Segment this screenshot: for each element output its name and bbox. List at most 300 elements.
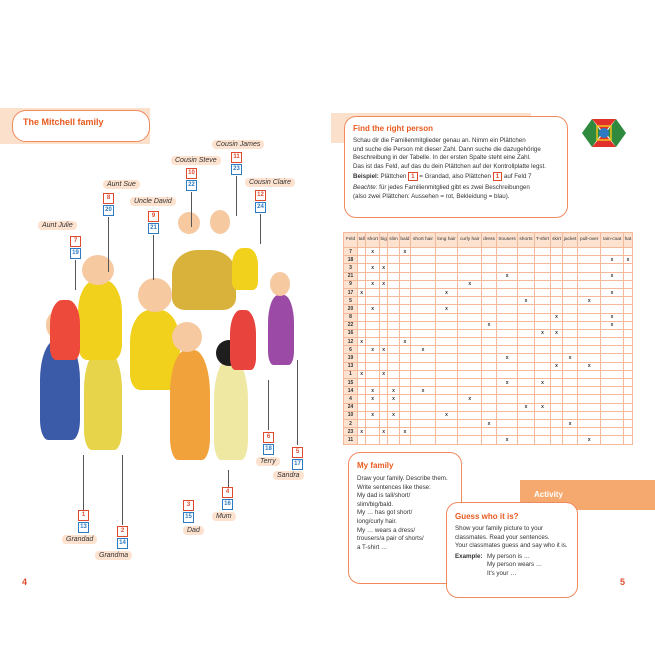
table-cell xyxy=(601,280,624,288)
table-cell xyxy=(518,329,534,337)
guess-line-1: Show your family picture to your xyxy=(455,525,544,532)
table-cell xyxy=(379,248,388,256)
blue-mark: x xyxy=(601,272,624,280)
feld-cell: 18 xyxy=(344,256,358,264)
guess-title: Guess who it is? xyxy=(455,512,519,521)
table-cell xyxy=(518,419,534,427)
table-cell xyxy=(435,346,458,354)
puzzle-logo-icon xyxy=(580,116,628,150)
table-cell xyxy=(518,272,534,280)
table-cell xyxy=(411,264,435,272)
table-row xyxy=(344,411,633,419)
table-cell xyxy=(379,387,388,395)
table-cell xyxy=(379,411,388,419)
table-header-11: shorts xyxy=(518,233,534,248)
table-cell xyxy=(399,346,411,354)
table-cell xyxy=(482,387,497,395)
table-cell xyxy=(435,297,458,305)
feld-cell: 19 xyxy=(344,354,358,362)
table-cell xyxy=(496,248,517,256)
table-cell xyxy=(518,338,534,346)
table-cell xyxy=(623,248,632,256)
table-cell xyxy=(358,411,366,419)
table-cell xyxy=(366,272,380,280)
table-cell xyxy=(458,403,482,411)
red-mark: x xyxy=(366,387,380,395)
table-header-1: tall xyxy=(358,233,366,248)
table-row xyxy=(344,248,633,256)
table-cell xyxy=(366,354,380,362)
table-cell xyxy=(388,428,399,436)
table-cell xyxy=(388,297,399,305)
table-cell xyxy=(399,305,411,313)
table-cell xyxy=(551,321,562,329)
table-cell xyxy=(601,329,624,337)
table-cell xyxy=(623,264,632,272)
table-header-8: curly hair xyxy=(458,233,482,248)
feld-cell: 1 xyxy=(344,370,358,378)
table-cell xyxy=(366,313,380,321)
table-cell xyxy=(399,395,411,403)
table-cell xyxy=(435,403,458,411)
table-cell xyxy=(388,354,399,362)
table-cell xyxy=(534,346,551,354)
table-cell xyxy=(482,395,497,403)
table-cell xyxy=(534,362,551,370)
red-mark: x xyxy=(399,248,411,256)
table-cell xyxy=(601,436,624,444)
feld-cell: 5 xyxy=(344,297,358,305)
table-cell xyxy=(551,346,562,354)
label-aunt-sue: Aunt Sue xyxy=(103,180,140,189)
table-cell xyxy=(482,313,497,321)
blue-mark: x xyxy=(534,329,551,337)
table-cell xyxy=(623,272,632,280)
red-mark: x xyxy=(435,305,458,313)
table-cell xyxy=(399,329,411,337)
table-row xyxy=(344,354,633,362)
table-cell xyxy=(435,419,458,427)
table-cell xyxy=(379,338,388,346)
table-cell xyxy=(562,428,578,436)
table-cell xyxy=(358,305,366,313)
table-cell xyxy=(399,419,411,427)
table-cell xyxy=(388,436,399,444)
label-dad-red: 3 xyxy=(183,500,194,511)
table-cell xyxy=(435,248,458,256)
red-mark: x xyxy=(388,387,399,395)
table-cell xyxy=(379,297,388,305)
table-cell xyxy=(411,338,435,346)
table-cell xyxy=(458,370,482,378)
table-cell xyxy=(578,272,601,280)
table-cell xyxy=(399,403,411,411)
table-cell xyxy=(551,354,562,362)
guess-example-1: My person is … xyxy=(487,552,530,560)
table-cell xyxy=(482,297,497,305)
find-line-3: Beschreibung in der Tabelle. In der ersten Spalte steht eine Zahl. xyxy=(353,154,531,162)
table-cell xyxy=(623,321,632,329)
table-cell xyxy=(458,338,482,346)
table-cell xyxy=(399,379,411,387)
table-cell xyxy=(562,411,578,419)
table-cell xyxy=(388,248,399,256)
table-cell xyxy=(379,362,388,370)
table-cell xyxy=(623,313,632,321)
label-uncle-david-red: 9 xyxy=(148,211,159,222)
table-cell xyxy=(518,379,534,387)
table-cell xyxy=(623,411,632,419)
table-cell xyxy=(399,264,411,272)
table-cell xyxy=(623,395,632,403)
guess-example-2: My person wears … xyxy=(487,561,543,569)
table-row xyxy=(344,370,633,378)
blue-mark: x xyxy=(496,272,517,280)
table-cell xyxy=(388,346,399,354)
table-cell xyxy=(358,419,366,427)
table-cell xyxy=(388,403,399,411)
table-cell xyxy=(578,428,601,436)
label-terry-red: 6 xyxy=(263,432,274,443)
table-cell xyxy=(358,321,366,329)
table-cell xyxy=(496,305,517,313)
label-uncle-david: Uncle David xyxy=(130,197,176,206)
table-header-7: long hair xyxy=(435,233,458,248)
table-cell xyxy=(458,411,482,419)
table-cell xyxy=(551,272,562,280)
table-cell xyxy=(458,321,482,329)
label-aunt-julie: Aunt Julie xyxy=(38,221,77,230)
table-cell xyxy=(578,346,601,354)
table-row xyxy=(344,338,633,346)
table-cell xyxy=(411,379,435,387)
label-grandma-blue: 14 xyxy=(117,538,128,549)
page-number-left: 4 xyxy=(22,577,28,587)
table-cell xyxy=(578,305,601,313)
family-line-2: Write sentences like these: xyxy=(357,483,431,491)
example-num-1: 1 xyxy=(408,172,417,181)
table-cell xyxy=(435,264,458,272)
table-cell xyxy=(458,288,482,296)
red-mark: x xyxy=(366,346,380,354)
table-header-12: T-shirt xyxy=(534,233,551,248)
table-cell xyxy=(358,280,366,288)
label-grandma-red: 2 xyxy=(117,526,128,537)
blue-mark: x xyxy=(623,256,632,264)
table-row xyxy=(344,305,633,313)
table-cell xyxy=(562,256,578,264)
table-cell xyxy=(601,379,624,387)
table-cell xyxy=(458,346,482,354)
table-cell xyxy=(435,395,458,403)
table-cell xyxy=(388,370,399,378)
table-cell xyxy=(578,403,601,411)
feld-cell: 9 xyxy=(344,280,358,288)
label-cousin-steve: Cousin Steve xyxy=(171,156,221,165)
table-cell xyxy=(562,379,578,387)
blue-mark: x xyxy=(482,321,497,329)
table-cell xyxy=(399,297,411,305)
table-row xyxy=(344,346,633,354)
table-cell xyxy=(562,387,578,395)
table-cell xyxy=(601,305,624,313)
table-cell xyxy=(358,436,366,444)
table-cell xyxy=(399,256,411,264)
page-title-box xyxy=(12,110,150,142)
table-cell xyxy=(518,313,534,321)
table-header-4: slim xyxy=(388,233,399,248)
table-cell xyxy=(623,338,632,346)
table-cell xyxy=(534,264,551,272)
table-cell xyxy=(411,297,435,305)
feld-cell: 8 xyxy=(344,313,358,321)
table-cell xyxy=(411,395,435,403)
red-mark: x xyxy=(379,346,388,354)
table-cell xyxy=(366,256,380,264)
table-header-17: hat xyxy=(623,233,632,248)
table-cell xyxy=(623,297,632,305)
table-cell xyxy=(388,256,399,264)
table-cell xyxy=(458,419,482,427)
table-cell xyxy=(458,272,482,280)
table-cell xyxy=(388,305,399,313)
table-header-9: dress xyxy=(482,233,497,248)
table-row xyxy=(344,256,633,264)
table-cell xyxy=(411,321,435,329)
label-cousin-james-red: 11 xyxy=(231,152,242,163)
table-cell xyxy=(562,362,578,370)
table-cell xyxy=(551,379,562,387)
blue-mark: x xyxy=(482,419,497,427)
table-cell xyxy=(388,419,399,427)
table-cell xyxy=(379,272,388,280)
table-cell xyxy=(534,305,551,313)
table-cell xyxy=(534,272,551,280)
table-cell xyxy=(411,354,435,362)
table-cell xyxy=(411,272,435,280)
table-cell xyxy=(562,338,578,346)
table-cell xyxy=(496,362,517,370)
table-cell xyxy=(388,288,399,296)
blue-mark: x xyxy=(496,379,517,387)
family-line-3: My dad is tall/short/ xyxy=(357,492,411,500)
family-line-6: long/curly hair. xyxy=(357,517,397,525)
label-cousin-steve-blue: 22 xyxy=(186,180,197,191)
table-cell xyxy=(578,338,601,346)
table-cell xyxy=(518,305,534,313)
table-cell xyxy=(399,280,411,288)
table-cell xyxy=(379,256,388,264)
table-cell xyxy=(623,354,632,362)
table-row xyxy=(344,264,633,272)
table-cell xyxy=(562,248,578,256)
find-title: Find the right person xyxy=(353,124,433,133)
guess-example-3: It's your … xyxy=(487,569,517,577)
table-cell xyxy=(534,395,551,403)
table-cell xyxy=(518,387,534,395)
table-row xyxy=(344,313,633,321)
family-line-1: Draw your family. Describe them. xyxy=(357,475,448,482)
table-cell xyxy=(379,305,388,313)
table-cell xyxy=(366,362,380,370)
table-cell xyxy=(379,403,388,411)
table-cell xyxy=(601,362,624,370)
table-cell xyxy=(482,256,497,264)
table-cell xyxy=(578,379,601,387)
red-mark: x xyxy=(358,288,366,296)
red-mark: x xyxy=(366,305,380,313)
find-line-1: Schau dir die Familienmitglieder genau an. Nimm ein Plättchen xyxy=(353,137,526,144)
table-cell xyxy=(578,370,601,378)
table-header-15: pull-over xyxy=(578,233,601,248)
label-aunt-sue-red: 8 xyxy=(103,193,114,204)
table-cell xyxy=(358,264,366,272)
feld-cell: 2 xyxy=(344,419,358,427)
table-cell xyxy=(458,256,482,264)
table-cell xyxy=(551,403,562,411)
table-cell xyxy=(518,411,534,419)
table-cell xyxy=(388,362,399,370)
table-cell xyxy=(534,248,551,256)
table-cell xyxy=(623,428,632,436)
table-cell xyxy=(623,280,632,288)
table-cell xyxy=(366,288,380,296)
table-cell xyxy=(496,288,517,296)
table-cell xyxy=(562,346,578,354)
table-cell xyxy=(458,387,482,395)
table-row xyxy=(344,297,633,305)
table-header-5: bald xyxy=(399,233,411,248)
table-cell xyxy=(366,428,380,436)
table-cell xyxy=(458,248,482,256)
page-number-right: 5 xyxy=(620,577,626,587)
feld-cell: 15 xyxy=(344,379,358,387)
table-cell xyxy=(411,436,435,444)
table-cell xyxy=(411,370,435,378)
family-box xyxy=(348,452,462,584)
table-cell xyxy=(388,321,399,329)
table-cell xyxy=(458,354,482,362)
red-mark: x xyxy=(366,264,380,272)
family-line-7: My … wears a dress/ xyxy=(357,526,416,534)
table-cell xyxy=(411,411,435,419)
table-cell xyxy=(482,305,497,313)
table-cell xyxy=(534,354,551,362)
table-cell xyxy=(496,256,517,264)
feld-cell: 4 xyxy=(344,395,358,403)
red-mark: x xyxy=(379,428,388,436)
table-cell xyxy=(496,321,517,329)
description-table-wrap xyxy=(343,232,633,445)
feld-cell: 12 xyxy=(344,338,358,346)
label-grandma: Grandma xyxy=(95,551,132,560)
feld-cell: 24 xyxy=(344,403,358,411)
table-cell xyxy=(435,370,458,378)
table-cell xyxy=(496,264,517,272)
table-row xyxy=(344,329,633,337)
table-row xyxy=(344,395,633,403)
table-cell xyxy=(534,280,551,288)
table-cell xyxy=(482,379,497,387)
table-cell xyxy=(551,338,562,346)
table-cell xyxy=(578,280,601,288)
feld-cell: 23 xyxy=(344,428,358,436)
table-cell xyxy=(458,436,482,444)
table-cell xyxy=(388,329,399,337)
table-cell xyxy=(379,379,388,387)
table-cell xyxy=(496,403,517,411)
blue-mark: x xyxy=(551,362,562,370)
feld-cell: 16 xyxy=(344,329,358,337)
table-cell xyxy=(518,354,534,362)
blue-mark: x xyxy=(601,256,624,264)
table-cell xyxy=(482,264,497,272)
label-terry: Terry xyxy=(256,457,280,466)
table-cell xyxy=(534,436,551,444)
table-header-10: trousers xyxy=(496,233,517,248)
table-cell xyxy=(482,288,497,296)
red-mark: x xyxy=(379,280,388,288)
table-cell xyxy=(435,313,458,321)
feld-cell: 21 xyxy=(344,272,358,280)
blue-mark: x xyxy=(496,436,517,444)
table-cell xyxy=(411,403,435,411)
table-cell xyxy=(388,272,399,280)
table-cell xyxy=(496,297,517,305)
table-cell xyxy=(551,297,562,305)
feld-cell: 22 xyxy=(344,321,358,329)
feld-cell: 6 xyxy=(344,346,358,354)
table-header-6: short hair xyxy=(411,233,435,248)
table-cell xyxy=(562,313,578,321)
table-header-2: short xyxy=(366,233,380,248)
table-cell xyxy=(518,395,534,403)
table-cell xyxy=(601,370,624,378)
table-cell xyxy=(578,313,601,321)
family-line-8: trousers/a pair of shorts/ xyxy=(357,535,424,543)
table-cell xyxy=(379,395,388,403)
red-mark: x xyxy=(366,248,380,256)
label-dad-blue: 15 xyxy=(183,512,194,523)
table-cell xyxy=(379,436,388,444)
table-cell xyxy=(458,329,482,337)
feld-cell: 3 xyxy=(344,264,358,272)
label-mum-blue: 16 xyxy=(222,499,233,510)
guess-example-label: Example: xyxy=(455,552,483,560)
red-mark: x xyxy=(388,411,399,419)
table-cell xyxy=(358,248,366,256)
table-cell xyxy=(562,321,578,329)
table-cell xyxy=(562,280,578,288)
family-line-5: My … has got short/ xyxy=(357,509,413,517)
table-cell xyxy=(496,419,517,427)
table-cell xyxy=(496,346,517,354)
table-cell xyxy=(551,370,562,378)
red-mark: x xyxy=(358,338,366,346)
table-cell xyxy=(562,305,578,313)
table-cell xyxy=(482,272,497,280)
blue-mark: x xyxy=(578,297,601,305)
table-cell xyxy=(518,321,534,329)
table-cell xyxy=(482,403,497,411)
table-cell xyxy=(518,288,534,296)
table-cell xyxy=(366,329,380,337)
red-mark: x xyxy=(399,428,411,436)
blue-mark: x xyxy=(578,362,601,370)
blue-mark: x xyxy=(601,313,624,321)
table-row xyxy=(344,403,633,411)
label-cousin-claire: Cousin Claire xyxy=(245,178,295,187)
